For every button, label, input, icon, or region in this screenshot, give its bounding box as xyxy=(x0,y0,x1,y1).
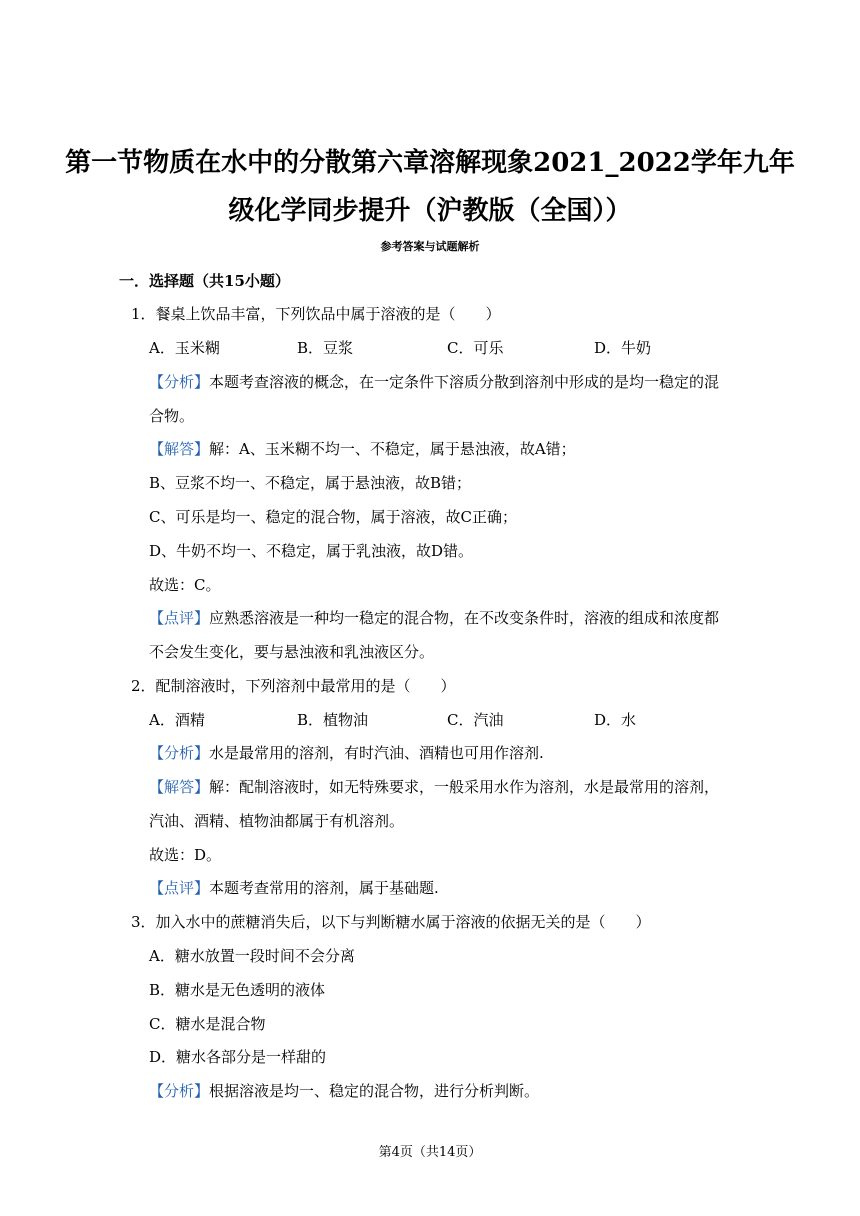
q1-option-d: D．牛奶 xyxy=(594,339,652,357)
analysis-tag: 【分析】 xyxy=(149,373,210,391)
q2-solution-text: 解：配制溶液时，如无特殊要求，一般采用水作为溶剂，水是最常用的溶剂， xyxy=(209,778,720,796)
q1-solution-d: D、牛奶不均一、不稳定，属于乳浊液，故D错。 xyxy=(149,542,474,560)
doc-title-line-1: 第一节物质在水中的分散第六章溶解现象2021_2022学年九年 xyxy=(65,148,795,178)
q1-analysis xyxy=(149,373,719,391)
q3-analysis-text: 根据溶液是均一、稳定的混合物，进行分析判断。 xyxy=(209,1082,540,1100)
page-number: 第4页（共14页） xyxy=(378,1145,482,1160)
q1-solution-text: 解：A、玉米糊不均一、不稳定，属于悬浊液，故A错； xyxy=(209,440,576,458)
q1-comment xyxy=(149,609,719,627)
comment-tag: 【点评】 xyxy=(149,609,210,627)
q3-option-a: A．糖水放置一段时间不会分离 xyxy=(149,947,355,965)
q2-option-b: B．植物油 xyxy=(297,711,369,729)
q1-comment-text: 应熟悉溶液是一种均一稳定的混合物，在不改变条件时，溶液的组成和浓度都 xyxy=(209,609,720,627)
q1-comment-cont: 不会发生变化，要与悬浊液和乳浊液区分。 xyxy=(149,643,435,661)
solution-tag: 【解答】 xyxy=(149,440,210,458)
q1-answer: 故选：C。 xyxy=(149,576,221,594)
analysis-tag: 【分析】 xyxy=(149,744,210,762)
q1-option-a: A．玉米糊 xyxy=(149,339,220,357)
q2-solution xyxy=(149,778,719,796)
q2-option-d: D．水 xyxy=(594,711,637,729)
q2-stem: 2．配制溶液时，下列溶剂中最常用的是（ ） xyxy=(131,677,456,695)
solution-tag: 【解答】 xyxy=(149,778,210,796)
q2-analysis xyxy=(149,744,544,762)
q1-analysis-cont: 合物。 xyxy=(149,407,195,425)
q1-stem: 1．餐桌上饮品丰富，下列饮品中属于溶液的是（ ） xyxy=(131,305,501,323)
q1-analysis-text: 本题考查溶液的概念，在一定条件下溶质分散到溶剂中形成的是均一稳定的混 xyxy=(209,373,720,391)
q2-analysis-text: 水是最常用的溶剂，有时汽油、酒精也可用作溶剂. xyxy=(209,744,544,762)
q2-option-a: A．酒精 xyxy=(149,711,205,729)
q2-solution-cont: 汽油、酒精、植物油都属于有机溶剂。 xyxy=(149,812,405,830)
q2-comment xyxy=(149,879,439,897)
q3-analysis xyxy=(149,1082,539,1100)
q1-solution-b: B、豆浆不均一、不稳定，属于悬浊液，故B错； xyxy=(149,474,472,492)
section-heading: 一．选择题（共15小题） xyxy=(119,272,290,290)
q2-comment-text: 本题考查常用的溶剂，属于基础题. xyxy=(209,879,439,897)
q1-solution-c: C、可乐是均一、稳定的混合物，属于溶液，故C正确； xyxy=(149,508,517,526)
q3-stem: 3．加入水中的蔗糖消失后，以下与判断糖水属于溶液的依据无关的是（ ） xyxy=(131,913,651,931)
q2-answer: 故选：D。 xyxy=(149,846,222,864)
doc-subtitle: 参考答案与试题解析 xyxy=(380,240,480,253)
analysis-tag: 【分析】 xyxy=(149,1082,210,1100)
q1-solution xyxy=(149,440,576,458)
comment-tag: 【点评】 xyxy=(149,879,210,897)
q3-option-c: C．糖水是混合物 xyxy=(149,1015,266,1033)
q2-option-c: C．汽油 xyxy=(447,711,504,729)
q3-option-b: B．糖水是无色透明的液体 xyxy=(149,981,326,999)
doc-title-line-2: 级化学同步提升（沪教版（全国）） xyxy=(228,196,632,226)
q1-option-c: C．可乐 xyxy=(447,339,504,357)
q3-option-d: D．糖水各部分是一样甜的 xyxy=(149,1048,327,1066)
q1-option-b: B．豆浆 xyxy=(297,339,354,357)
